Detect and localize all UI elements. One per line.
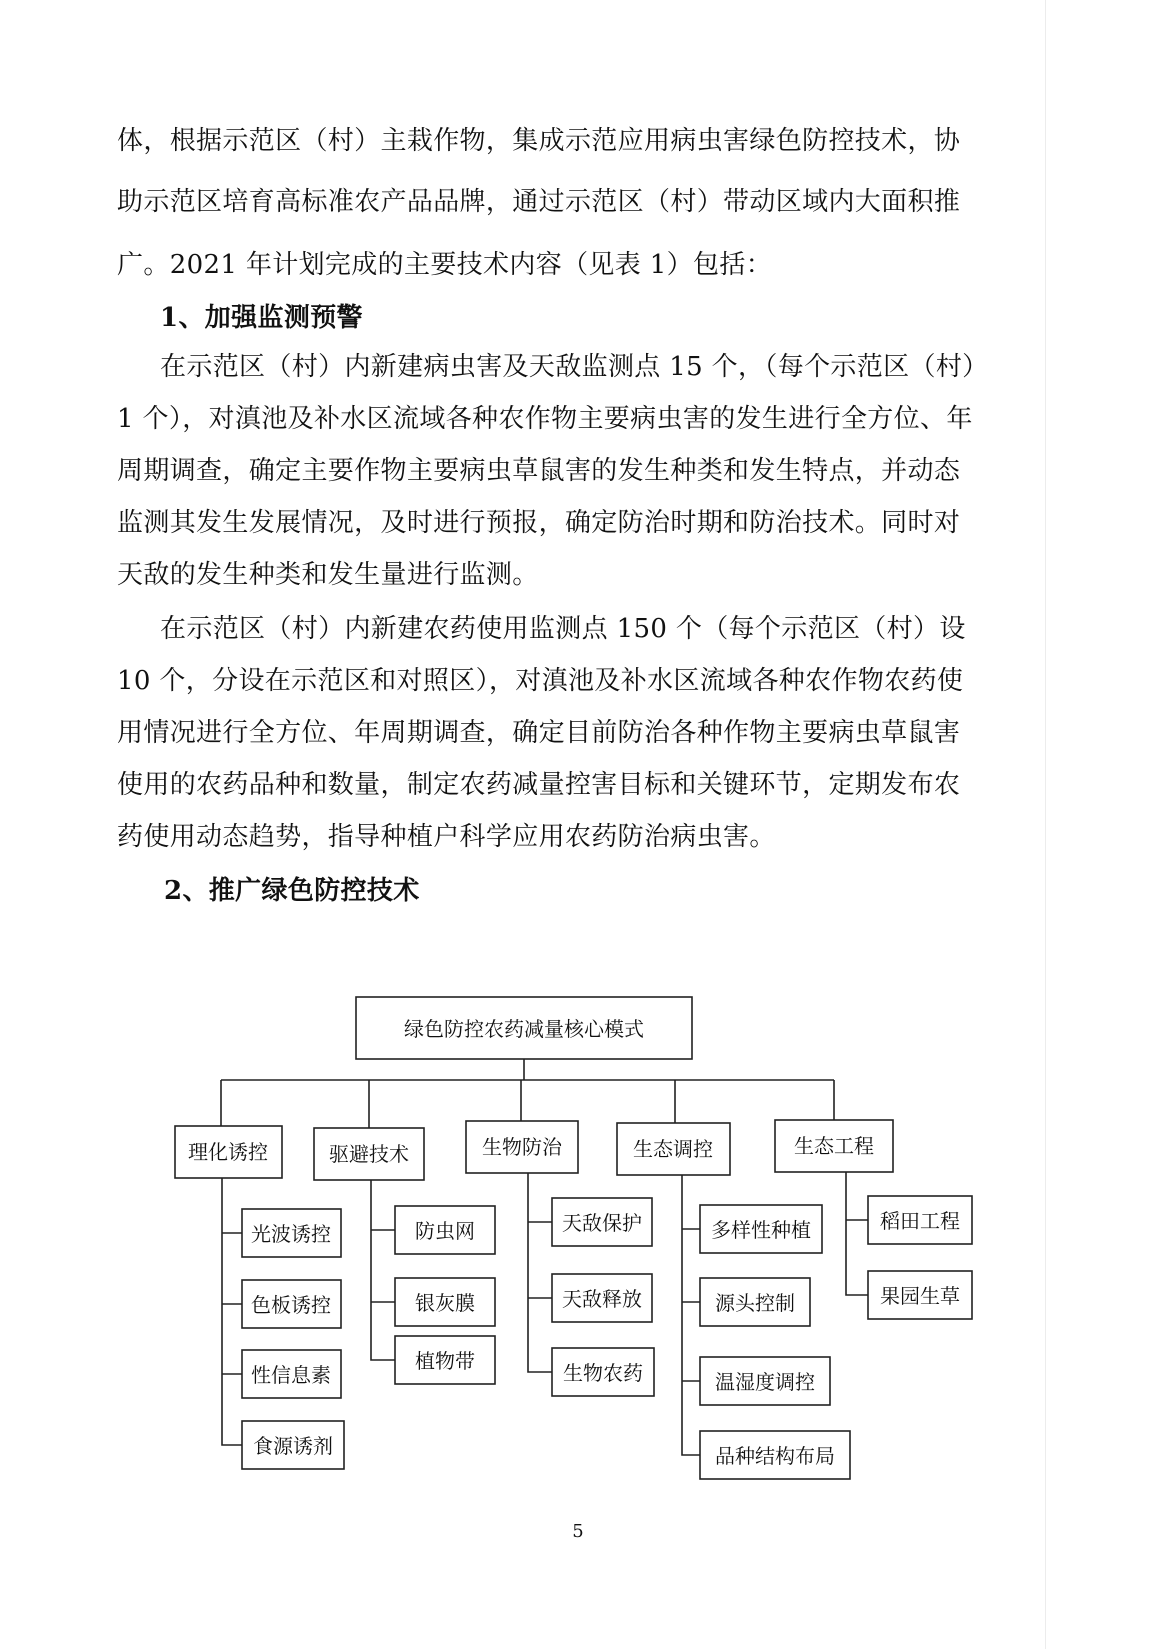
leaf-label: 性信息素 bbox=[251, 1363, 331, 1387]
leaf-label: 食源诱剂 bbox=[253, 1434, 333, 1458]
branch-label: 理化诱控 bbox=[188, 1140, 268, 1164]
leaf-label: 植物带 bbox=[415, 1349, 475, 1373]
branch-label: 生态调控 bbox=[633, 1137, 713, 1161]
paragraph-line: 广。2021 年计划完成的主要技术内容（见表 1）包括： bbox=[117, 250, 773, 280]
paragraph-line: 使用的农药品种和数量，制定农药减量控害目标和关键环节，定期发布农 bbox=[117, 770, 961, 800]
leaf-label: 防虫网 bbox=[415, 1219, 475, 1243]
leaf-label: 品种结构布局 bbox=[715, 1444, 835, 1468]
leaf-label: 天敌保护 bbox=[562, 1211, 642, 1235]
root-label: 绿色防控农药减量核心模式 bbox=[404, 1017, 644, 1041]
branch-label: 驱避技术 bbox=[329, 1142, 409, 1166]
section-heading-2: 2、推广绿色防控技术 bbox=[164, 876, 420, 906]
leaf-label: 源头控制 bbox=[715, 1291, 795, 1315]
paragraph-line: 药使用动态趋势，指导种植户科学应用农药防治病虫害。 bbox=[117, 822, 776, 852]
leaf-label: 天敌释放 bbox=[562, 1287, 642, 1311]
leaf-label: 稻田工程 bbox=[880, 1209, 960, 1233]
page-number: 5 bbox=[572, 1521, 584, 1542]
leaf-label: 光波诱控 bbox=[251, 1222, 331, 1246]
leaf-label: 多样性种植 bbox=[711, 1218, 811, 1242]
paragraph-line: 在示范区（村）内新建农药使用监测点 150 个（每个示范区（村）设 bbox=[160, 614, 966, 644]
paragraph-line: 1 个），对滇池及补水区流域各种农作物主要病虫害的发生进行全方位、年 bbox=[117, 404, 973, 434]
paragraph-line: 用情况进行全方位、年周期调查，确定目前防治各种作物主要病虫草鼠害 bbox=[117, 718, 961, 748]
paragraph-line: 10 个，分设在示范区和对照区），对滇池及补水区流域各种农作物农药使 bbox=[117, 666, 964, 696]
paragraph-line: 天敌的发生种类和发生量进行监测。 bbox=[117, 560, 539, 590]
section-heading-1: 1、加强监测预警 bbox=[160, 303, 363, 333]
paragraph-line: 在示范区（村）内新建病虫害及天敌监测点 15 个，（每个示范区（村） bbox=[160, 352, 989, 382]
paragraph-line: 体，根据示范区（村）主栽作物，集成示范应用病虫害绿色防控技术，协 bbox=[117, 126, 961, 156]
branch-label: 生态工程 bbox=[794, 1134, 874, 1158]
leaf-label: 温湿度调控 bbox=[715, 1370, 815, 1394]
leaf-label: 银灰膜 bbox=[415, 1291, 475, 1315]
paragraph-line: 周期调查，确定主要作物主要病虫草鼠害的发生种类和发生特点，并动态 bbox=[117, 456, 961, 486]
leaf-label: 色板诱控 bbox=[251, 1293, 331, 1317]
leaf-label: 生物农药 bbox=[563, 1361, 643, 1385]
paragraph-line: 监测其发生发展情况，及时进行预报，确定防治时期和防治技术。同时对 bbox=[117, 508, 961, 538]
paragraph-line: 助示范区培育高标准农产品品牌，通过示范区（村）带动区域内大面积推 bbox=[117, 187, 961, 217]
branch-label: 生物防治 bbox=[482, 1135, 562, 1159]
leaf-label: 果园生草 bbox=[880, 1284, 960, 1308]
